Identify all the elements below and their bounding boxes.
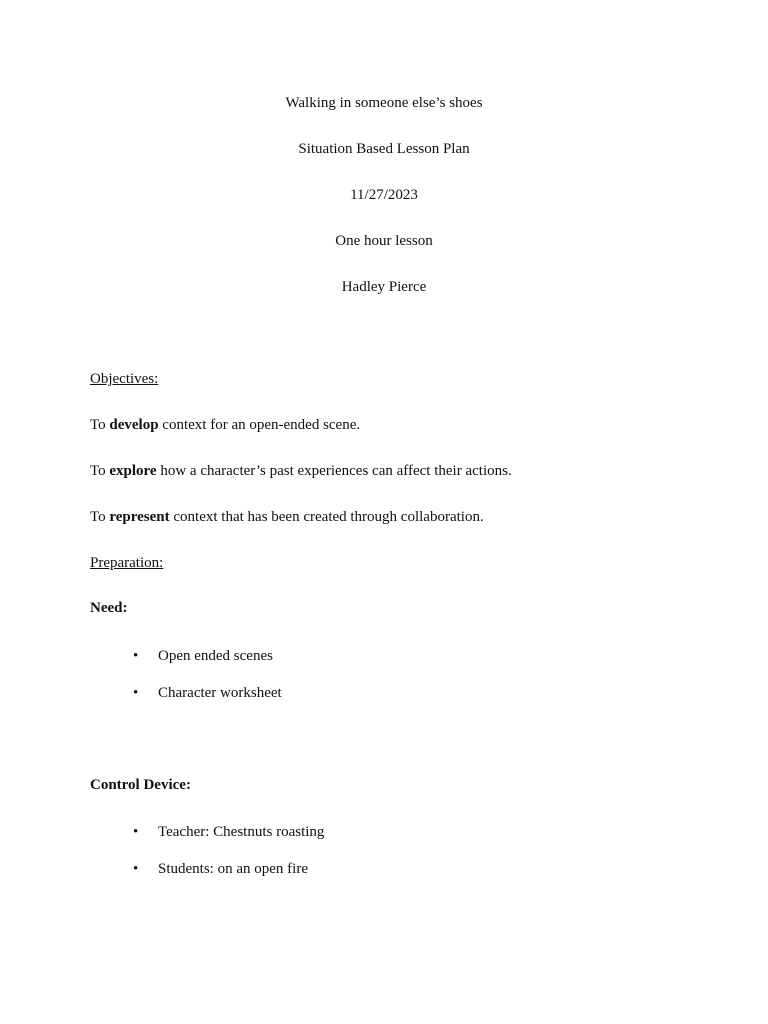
list-item <box>133 646 273 666</box>
document-date: 11/27/2023 <box>350 187 418 203</box>
objective-prefix: To <box>90 509 110 525</box>
objectives-heading: Objectives: <box>90 371 159 387</box>
objective-text: how a character’s past experiences can affect their actions. <box>156 463 512 479</box>
document-subtitle: Situation Based Lesson Plan <box>298 141 470 157</box>
bullet-icon: • <box>133 824 139 840</box>
objective-item <box>90 461 512 481</box>
document-title: Walking in someone else’s shoes <box>285 95 483 111</box>
list-item <box>133 822 324 842</box>
preparation-heading: Preparation: <box>90 555 164 571</box>
list-item <box>133 683 282 703</box>
bullet-icon: • <box>133 861 139 877</box>
need-label: Need: <box>90 600 128 616</box>
lesson-duration: One hour lesson <box>335 233 433 249</box>
objective-prefix: To <box>90 463 110 479</box>
objective-keyword: explore <box>109 463 157 479</box>
objective-text: context that has been created through collaboration. <box>169 509 484 525</box>
list-item-text: Character worksheet <box>158 685 282 701</box>
objective-item <box>90 415 360 435</box>
author-name: Hadley Pierce <box>341 279 427 295</box>
list-item-text: Students: on an open fire <box>158 861 308 877</box>
objective-keyword: represent <box>109 509 170 525</box>
list-item-text: Open ended scenes <box>158 648 273 664</box>
list-item-text: Teacher: Chestnuts roasting <box>158 824 325 840</box>
objective-keyword: develop <box>109 417 159 433</box>
objective-text: context for an open-ended scene. <box>158 417 361 433</box>
control-device-label: Control Device: <box>90 777 191 793</box>
objective-item <box>90 507 484 527</box>
bullet-icon: • <box>133 648 139 664</box>
objective-prefix: To <box>90 417 110 433</box>
list-item <box>133 859 308 879</box>
bullet-icon: • <box>133 685 139 701</box>
